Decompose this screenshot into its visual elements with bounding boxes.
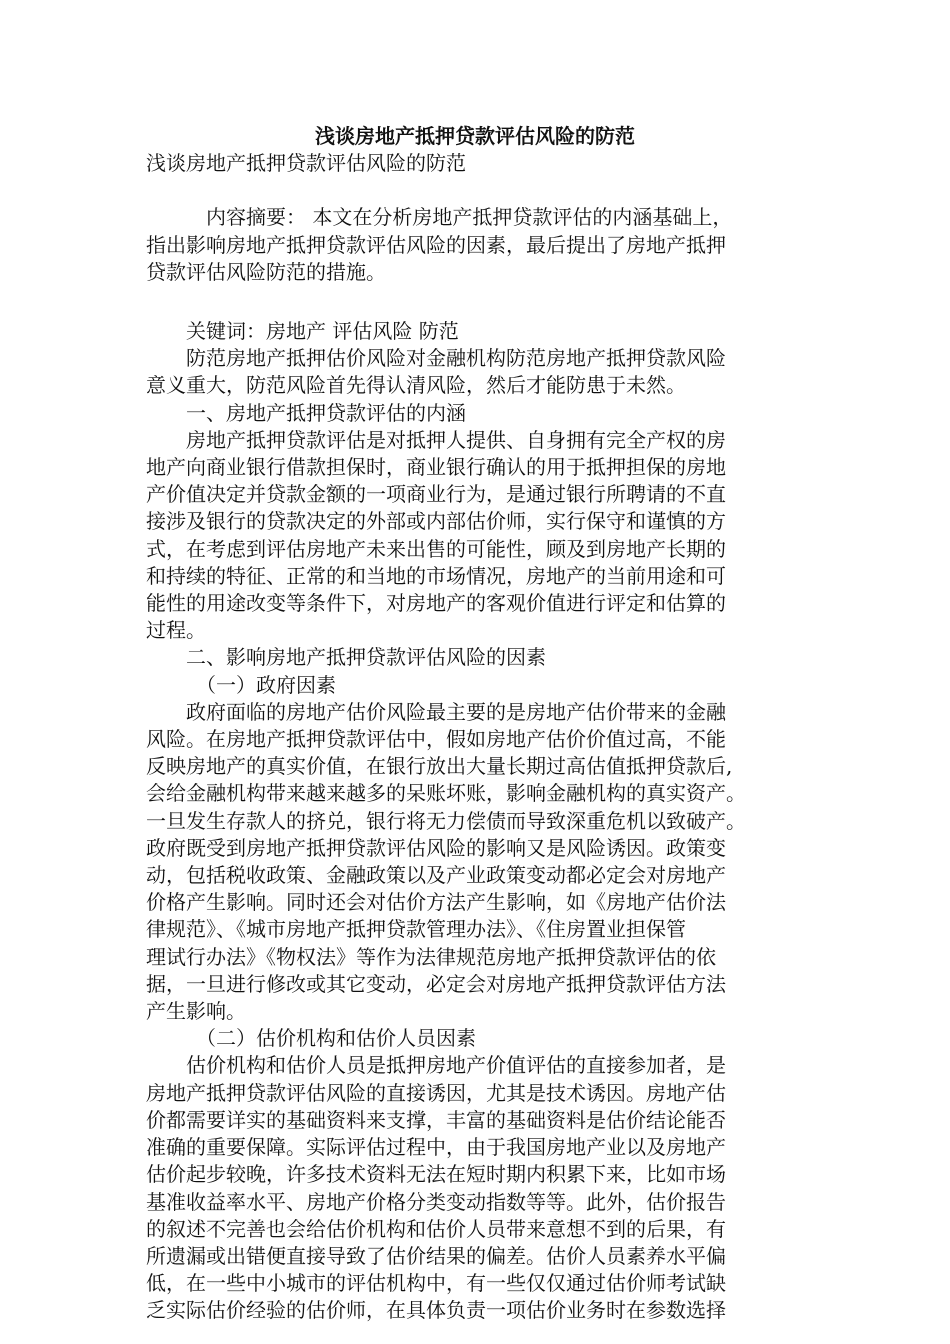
- paragraph-line: 地产向商业银行借款担保时，商业银行确认的用于抵押担保的房地: [146, 455, 726, 480]
- paragraph-line: 式，在考虑到评估房地产未来出售的可能性，顾及到房地产长期的: [146, 536, 726, 561]
- paragraph-line: 和持续的特征、正常的和当地的市场情况，房地产的当前用途和可: [146, 563, 726, 588]
- paragraph-line: 反映房地产的真实价值，在银行放出大量长期过高估值抵押贷款后,: [146, 754, 733, 779]
- paragraph-line: 乏实际估价经验的估价师，在具体负责一项估价业务时在参数选择: [146, 1298, 726, 1323]
- paragraph-line: 产生影响。: [146, 999, 246, 1024]
- abstract-line: 指出影响房地产抵押贷款评估风险的因素，最后提出了房地产抵押: [146, 232, 726, 257]
- intro-paragraph: [146, 345, 806, 399]
- paragraph-line: 低，在一些中小城市的评估机构中，有一些仅仅通过估价师考试缺: [146, 1271, 726, 1296]
- paragraph-line: 房地产抵押贷款评估风险的直接诱因，尤其是技术诱因。房地产估: [146, 1080, 726, 1105]
- paragraph-line: 一旦发生存款人的挤兑，银行将无力偿债而导致深重危机以致破产。: [146, 808, 746, 833]
- keywords-line: 关键词：房地产 评估风险 防范: [186, 319, 459, 343]
- paragraph-line: 能性的用途改变等条件下，对房地产的客观价值进行评定和估算的: [146, 591, 726, 616]
- paragraph-line: 所遗漏或出错便直接导致了估价结果的偏差。估价人员素养水平偏: [146, 1243, 726, 1268]
- paragraph-line: 价格产生影响。同时还会对估价方法产生影响，如《房地产估价法: [146, 890, 726, 915]
- paragraph-line: 据，一旦进行修改或其它变动，必定会对房地产抵押贷款评估方法: [146, 971, 726, 996]
- paragraph-line: 价都需要详实的基础资料来支撑，丰富的基础资料是估价结论能否: [146, 1107, 726, 1132]
- intro-line: 意义重大，防范风险首先得认清风险，然后才能防患于未然。: [146, 373, 686, 398]
- section-1-heading: 一、房地产抵押贷款评估的内涵: [186, 400, 466, 425]
- intro-line: 防范房地产抵押估价风险对金融机构防范房地产抵押贷款风险: [186, 346, 726, 371]
- paragraph-line: 房地产抵押贷款评估是对抵押人提供、自身拥有完全产权的房: [186, 427, 726, 452]
- paragraph-line: 的叙述不完善也会给估价机构和估价人员带来意想不到的后果，有: [146, 1216, 726, 1241]
- paragraph-line: 动，包括税收政策、金融政策以及产业政策变动都必定会对房地产: [146, 863, 726, 888]
- abstract-line: 内容摘要： 本文在分析房地产抵押贷款评估的内涵基础上，: [206, 205, 733, 230]
- paragraph-line: 估价机构和估价人员是抵押房地产价值评估的直接参加者，是: [186, 1053, 726, 1078]
- paragraph-line: 过程。: [146, 618, 206, 643]
- paragraph-line: 估价起步较晚，许多技术资料无法在短时期内积累下来，比如市场: [146, 1162, 726, 1187]
- paragraph-line: 产价值决定并贷款金额的一项商业行为，是通过银行所聘请的不直: [146, 482, 726, 507]
- paragraph-line: 政府面临的房地产估价风险最主要的是房地产估价带来的金融: [186, 699, 726, 724]
- section-2-heading: 二、影响房地产抵押贷款评估风险的因素: [186, 645, 546, 670]
- paragraph-line: 政府既受到房地产抵押贷款评估风险的影响又是风险诱因。政策变: [146, 835, 726, 860]
- paragraph-line: 基准收益率水平、房地产价格分类变动指数等等。此外，估价报告: [146, 1189, 726, 1214]
- subsection-1-paragraph: [146, 699, 806, 1025]
- subsection-1-heading: （一）政府因素: [196, 672, 336, 697]
- document-title: 浅谈房地产抵押贷款评估风险的防范: [315, 124, 635, 148]
- paragraph-line: 理试行办法》《物权法》等作为法律规范房地产抵押贷款评估的依: [146, 944, 716, 969]
- document-body: [146, 150, 806, 1325]
- document-subtitle: 浅谈房地产抵押贷款评估风险的防范: [146, 151, 466, 175]
- abstract-line: 贷款评估风险防范的措施。: [146, 259, 386, 284]
- paragraph-line: 会给金融机构带来越来越多的呆账坏账，影响金融机构的真实资产。: [146, 781, 746, 806]
- subsection-2-heading: （二）估价机构和估价人员因素: [196, 1026, 476, 1051]
- paragraph-line: 接涉及银行的贷款决定的外部或内部估价师，实行保守和谨慎的方: [146, 509, 726, 534]
- paragraph-line: 准确的重要保障。实际评估过程中，由于我国房地产业以及房地产: [146, 1135, 726, 1160]
- paragraph-line: 律规范》、《城市房地产抵押贷款管理办法》、《住房置业担保管: [146, 917, 686, 942]
- abstract-paragraph: [146, 204, 806, 286]
- paragraph-line: 风险。在房地产抵押贷款评估中，假如房地产估价价值过高，不能: [146, 727, 726, 752]
- subsection-2-paragraph: [146, 1052, 806, 1324]
- section-1-paragraph: [146, 427, 806, 645]
